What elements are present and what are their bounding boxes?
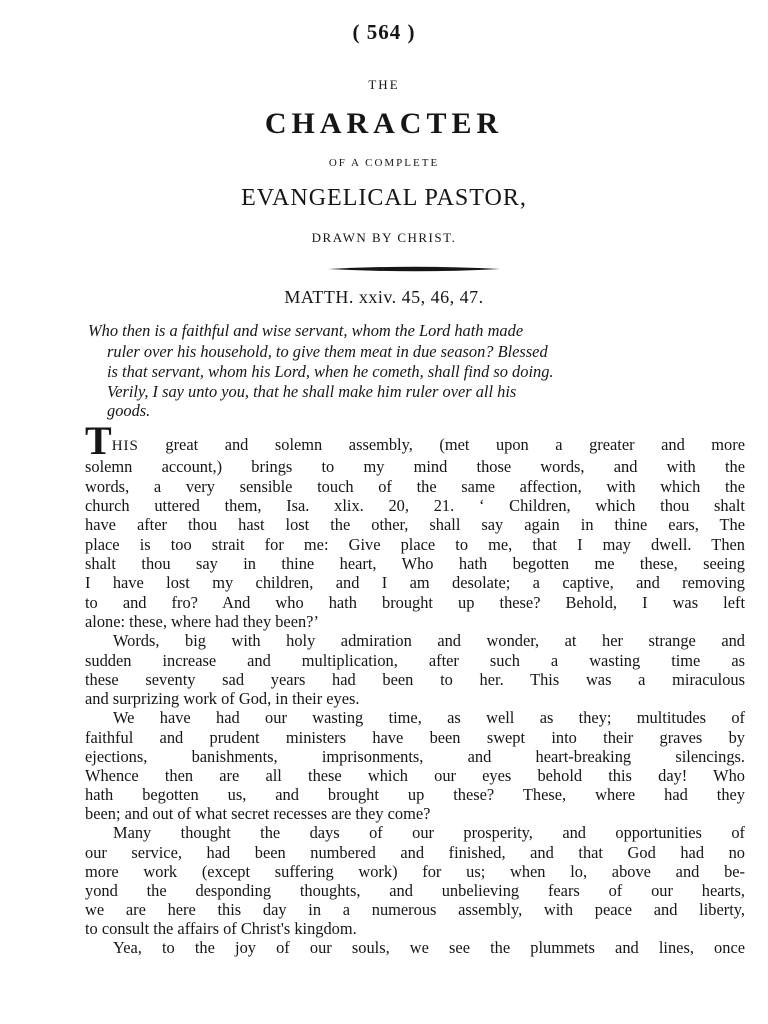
title-the: THE <box>368 77 400 92</box>
epigraph-line: ruler over his household, to give them meat in due season? Blessed <box>107 342 548 361</box>
opening-small-caps: HIS <box>111 438 139 454</box>
body-line: and surprizing work of God, in their eyes. <box>85 689 360 708</box>
epigraph-line: Verily, I say unto you, that he shall make him ruler over all his <box>107 382 517 401</box>
body-line: to consult the affairs of Christ's kingdom. <box>85 919 357 938</box>
body-line: We have had our wasting time, as well as they; multitudes of <box>113 708 745 727</box>
body-line: church uttered them, Isa. xlix. 20, 21. ‘ Children, which thou shalt <box>85 496 745 515</box>
epigraph-line: goods. <box>107 401 151 420</box>
body-line: Many thought the days of our prosperity, and opportunities of <box>113 823 745 842</box>
body-line: we are here this day in a numerous assembly, with peace and liberty, <box>85 900 745 919</box>
body-line: faithful and prudent ministers have been swept into their graves by <box>85 728 745 747</box>
drop-cap: T <box>85 418 112 463</box>
body-line: Whence then are all these which our eyes behold this day! Who <box>85 766 745 785</box>
title-character: CHARACTER <box>264 107 504 140</box>
page-number: ( 564 ) <box>352 20 416 44</box>
body-line: solemn account,) brings to my mind those words, and with the <box>85 457 745 476</box>
title-drawn-by-christ: DRAWN BY CHRIST. <box>311 230 457 245</box>
body-line: yond the desponding thoughts, and unbelieving fears of our hearts, <box>85 881 745 900</box>
title-evangelical-pastor: EVANGELICAL PASTOR, <box>241 185 527 211</box>
scripture-reference: MATTH. xxiv. 45, 46, 47. <box>284 287 484 307</box>
epigraph-line: Who then is a faithful and wise servant, whom the Lord hath made <box>88 321 524 340</box>
body-line: alone: these, where had they been?’ <box>85 612 319 631</box>
body-line-opening <box>85 418 745 463</box>
body-line: more work (except suffering work) for us; when lo, above and be- <box>85 862 745 881</box>
body-line: been; and out of what secret recesses are they come? <box>85 804 431 823</box>
body-line: have after thou hast lost the other, shall say again in thine ears, The <box>85 515 745 534</box>
body-line: to and fro? And who hath brought up these? Behold, I was left <box>85 593 745 612</box>
body-line: our service, had been numbered and finished, and that God had no <box>85 843 745 862</box>
title-of-a-complete: OF A COMPLETE <box>328 157 440 169</box>
body-line: these seventy sad years had been to her. This was a miraculous <box>85 670 745 689</box>
body-line: Yea, to the joy of our souls, we see the plummets and lines, once <box>113 938 745 957</box>
body-line: hath begotten us, and brought up these? These, where had they <box>85 785 745 804</box>
body-line: ejections, banishments, imprisonments, and heart-breaking silencings. <box>85 747 745 766</box>
body-line: place is too strait for me: Give place to me, that I may dwell. Then <box>85 535 745 554</box>
body-line: words, a very sensible touch of the same affection, with which the <box>85 477 745 496</box>
body-line: Words, big with holy admiration and wonder, at her strange and <box>113 631 745 650</box>
body-line: shalt thou say in thine heart, Who hath begotten me these, seeing <box>85 554 745 573</box>
epigraph-line: is that servant, whom his Lord, when he cometh, shall find so doing. <box>107 362 554 381</box>
opening-line-text: great and solemn assembly, (met upon a greater and more <box>138 435 745 454</box>
body-line: sudden increase and multiplication, after such a wasting time as <box>85 651 745 670</box>
body-line: I have lost my children, and I am desolate; a captive, and removing <box>85 573 745 592</box>
